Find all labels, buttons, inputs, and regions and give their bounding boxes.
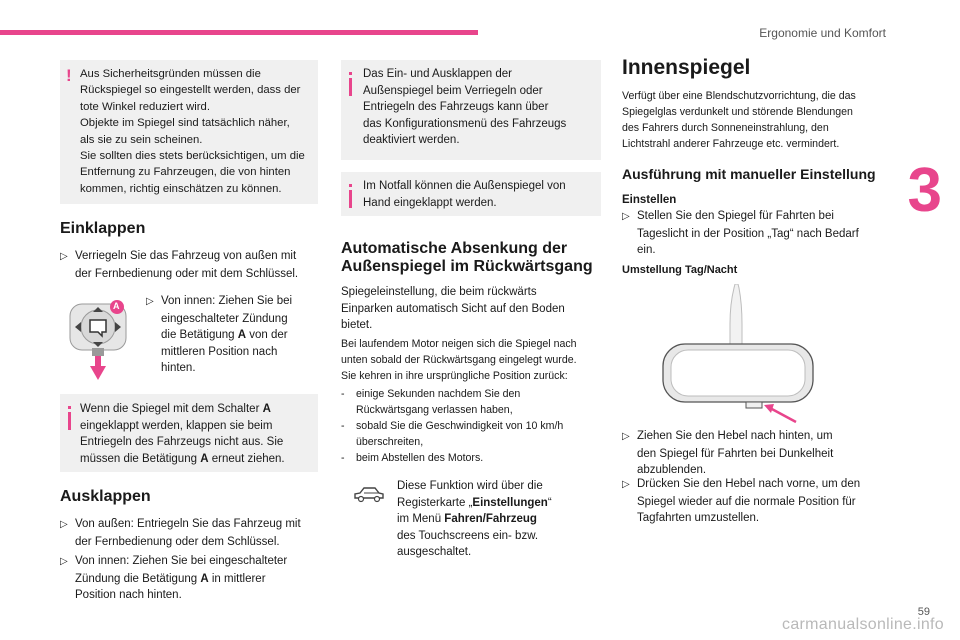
info-icon: [349, 78, 352, 96]
fold-info-box: [60, 394, 318, 472]
unfold-bullet-outside: ▷ Von außen: Entriegeln Sie das Fahrzeug mit der Fernbedienung oder dem Schlüssel.: [60, 518, 301, 548]
bullet-marker-icon: ▷: [622, 431, 630, 442]
section-title: Ergonomie und Komfort: [759, 26, 886, 40]
safety-warning-box: [60, 60, 318, 204]
bullet-marker-icon: ▷: [622, 211, 630, 222]
daynight-label: Umstellung Tag/Nacht: [622, 264, 738, 276]
adjust-label: Einstellen: [622, 194, 677, 206]
bullet-marker-icon: ▷: [60, 519, 68, 530]
lever-pull-bullet: ▷ Ziehen Sie den Hebel nach hinten, um den Spiegel für Fahrten bei Dunkelheit abzublenden.: [622, 430, 834, 476]
rearview-mirror-illustration: [660, 284, 820, 424]
fold-info-text: Wenn die Spiegel mit dem Schalter A eingeklappt werden, klappen sie beim Entriegeln des Fahrzeugs nicht aus. Sie müssen die Betätigung A erneut ziehen.: [80, 403, 285, 465]
config-info-box: [341, 60, 601, 160]
emergency-info-text: Im Notfall können die Außenspiegel von Hand eingeklappt werden.: [363, 180, 566, 209]
control-a-label: A: [113, 301, 120, 311]
lever-push-bullet: ▷ Drücken Sie den Hebel nach vorne, um den Spiegel wieder auf die normale Position für Tagfahrten umzustellen.: [622, 478, 861, 524]
fold-heading: Einklappen: [60, 220, 146, 237]
watermark: carmanualsonline.info: [782, 616, 944, 633]
auto-tilt-body: Bei laufendem Motor neigen sich die Spiegel nach unten sobald der Rückwärtsgang eingelegt wurde. Sie kehren in ihre ursprüngliche Position zurück:: [341, 338, 577, 382]
safety-warning-text: Aus Sicherheitsgründen müssen die Rückspiegel so eingestellt werden, dass der tote Winkel reduziert wird. Objekte im Spiegel sind tatsächlich näher, als sie zu sein scheinen. Sie sollten dies stets berücksichtigen, um die Entfernung zu Fahrzeugen, die von hinten kommen, richtig einschätzen zu können.: [80, 68, 305, 195]
emergency-info-box: [341, 172, 601, 216]
bullet-marker-icon: ▷: [60, 251, 68, 262]
manual-version-heading: Ausführung mit manueller Einstellung: [622, 166, 876, 182]
mirror-switch-illustration: [62, 292, 138, 388]
car-icon: [352, 484, 386, 504]
auto-tilt-heading: Automatische Absenkung der Außenspiegel im Rückwärtsgang: [341, 240, 593, 275]
fold-bullet-outside: ▷ Verriegeln Sie das Fahrzeug von außen mit der Fernbedienung oder mit dem Schlüssel.: [60, 250, 299, 280]
unfold-heading: Ausklappen: [60, 488, 151, 505]
interior-mirror-intro: Verfügt über eine Blendschutzvorrichtung, die das Spiegelglas verdunkelt und störende Blendungen des Fahrers durch Sonneneinstrahlung, den Lichtstrahl anderer Fahrzeuge etc. vermindert.: [622, 90, 856, 150]
interior-mirror-heading: Innenspiegel: [622, 56, 751, 79]
chapter-number: 3: [907, 156, 942, 225]
bullet-marker-icon: ▷: [146, 296, 154, 307]
info-icon: [68, 412, 71, 430]
list-item: - beim Abstellen des Motors.: [341, 452, 484, 464]
unfold-bullet-inside: ▷ Von innen: Ziehen Sie bei eingeschalteter Zündung die Betätigung A in mittlerer Position nach hinten.: [60, 555, 288, 601]
bullet-marker-icon: ▷: [60, 556, 68, 567]
list-item: - einige Sekunden nachdem Sie den Rückwärtsgang verlassen haben,: [341, 388, 521, 416]
header-accent-bar: [0, 30, 478, 35]
info-icon: [349, 190, 352, 208]
bullet-marker-icon: ▷: [622, 479, 630, 490]
adjust-bullet: ▷ Stellen Sie den Spiegel für Fahrten bei Tageslicht in der Position „Tag“ nach Bedarf ein.: [622, 210, 859, 256]
car-settings-note: Diese Funktion wird über die Registerkarte „Einstellungen“ im Menü Fahren/Fahrzeug des Touchscreens ein- bzw. ausgeschaltet.: [397, 480, 552, 558]
page-number: 59: [917, 606, 930, 618]
auto-tilt-conditions: [341, 386, 605, 466]
config-info-text: Das Ein- und Ausklappen der Außenspiegel beim Verriegeln oder Entriegeln des Fahrzeugs kann über das Konfigurationsmenü des Fahrzeugs deaktiviert werden.: [363, 68, 567, 146]
auto-tilt-intro: Spiegeleinstellung, die beim rückwärts Einparken automatisch Sicht auf den Boden bietet.: [341, 286, 565, 331]
list-item: - sobald Sie die Geschwindigkeit von 10 km/h überschreiten,: [341, 420, 564, 448]
fold-bullet-inside: ▷ Von innen: Ziehen Sie bei eingeschalteter Zündung die Betätigung A von der mittleren Position nach hinten.: [146, 295, 293, 374]
warning-exclamation-icon: !: [66, 66, 72, 85]
